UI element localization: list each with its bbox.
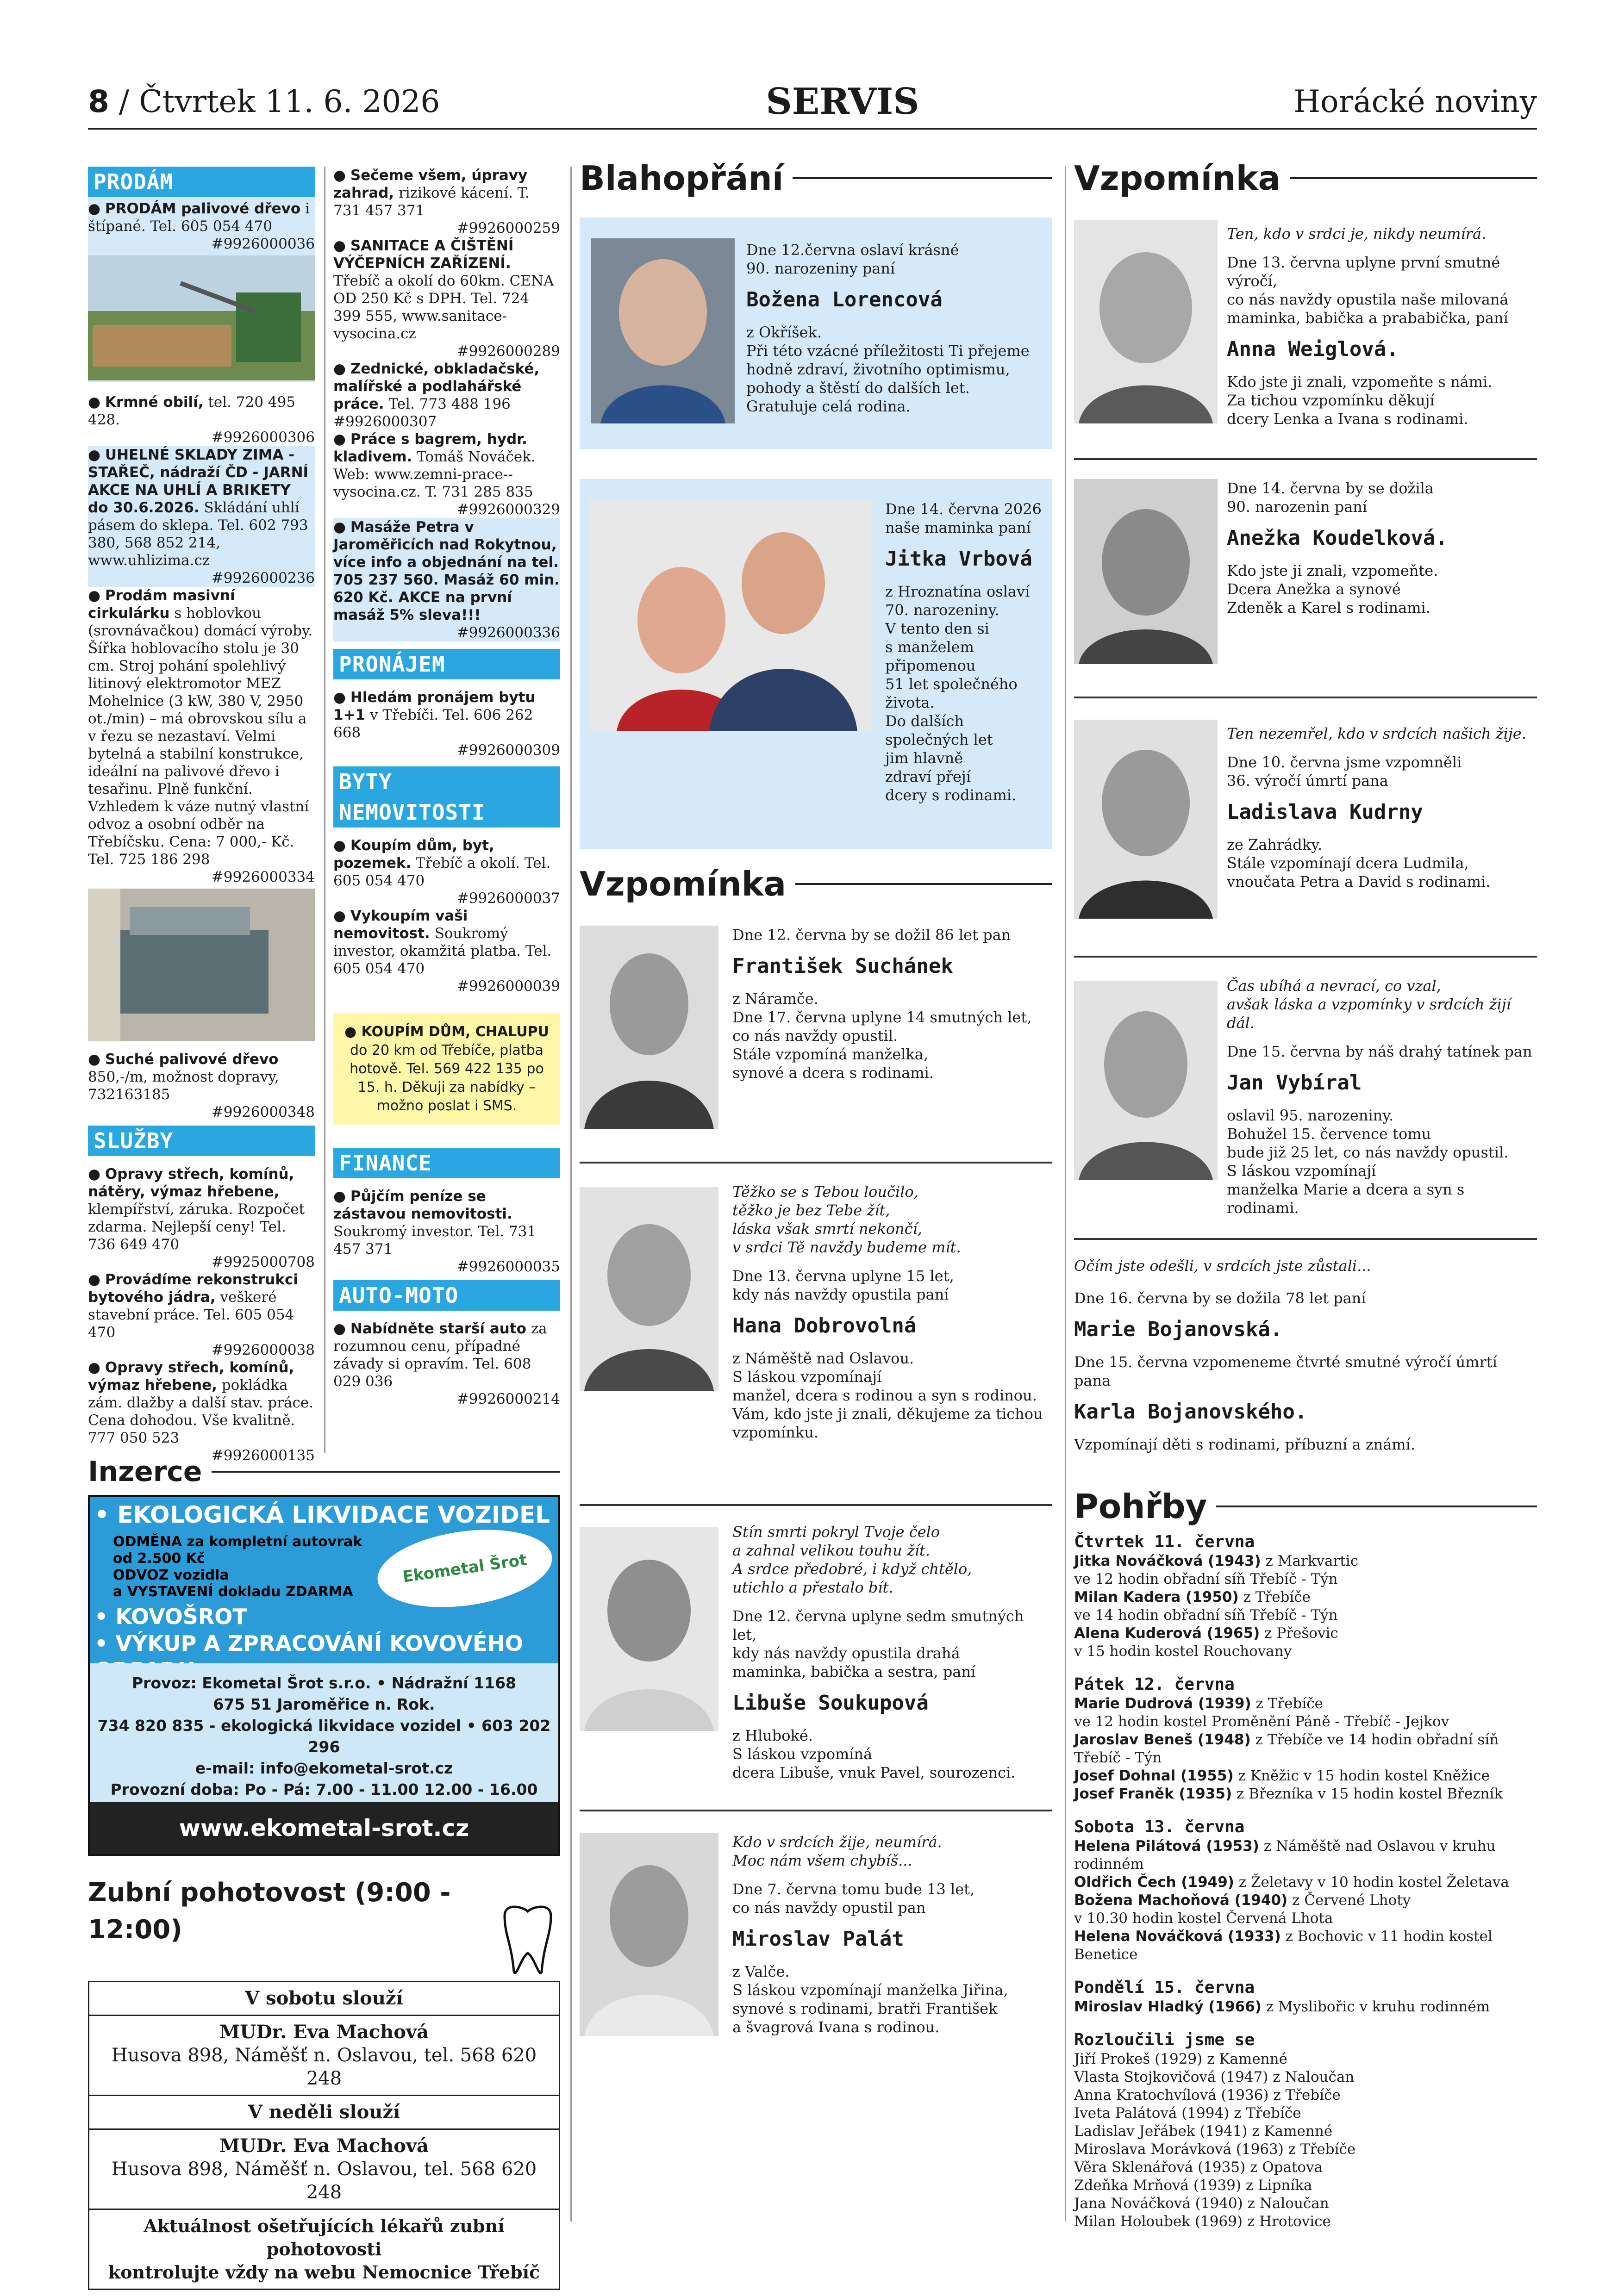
obit-name: Marie Bojanovská. bbox=[1074, 1318, 1283, 1341]
photo-weiglova bbox=[1074, 220, 1218, 423]
page-header bbox=[88, 79, 1537, 130]
ad-bagr: ● Práce s bagrem, hydr. kladivem. Tomáš Nováček. Web: www.zemni-prace--vysocina.cz. T. 731 285 835 #9926000329 bbox=[333, 431, 560, 518]
separator bbox=[1074, 956, 1537, 958]
ekometal-ad[interactable] bbox=[88, 1495, 560, 1856]
ad-services: • KOVOŠROT • VÝKUP A ZPRACOVÁNÍ KOVOVÉHO bbox=[94, 1604, 524, 1656]
obit-name: Anna Weiglová. bbox=[1227, 337, 1399, 361]
ad-rekonstrukce: ● Provádíme rekonstrukci bytového jádra, veškeré stavební práce. Tel. 605 054 470 #9926000038 bbox=[88, 1271, 315, 1358]
list-item: Anna Kratochvílová (1936) z Třebíče bbox=[1074, 2087, 1341, 2103]
zubni-sat: V sobotu slouží bbox=[89, 1982, 560, 2016]
zubni-sat-doc: MUDr. Eva Machová Husova 898, Náměšť n. Oslavou, tel. 568 620 248 bbox=[89, 2016, 560, 2096]
ad-opravy-strech-2: ● Opravy střech, komínů, výmaz hřebene, pokládka zám. dlažby a další stav. práce. Cena dohodou. Vše kvalitně. 777 050 523 #9926000135 bbox=[88, 1359, 315, 1464]
photo-koudelkova bbox=[1074, 479, 1218, 664]
obit-name: Anežka Koudelková. bbox=[1227, 526, 1448, 550]
separator bbox=[580, 1504, 1052, 1506]
ad-zednicke: ● Zednické, obkladačské, malířské a podlahářské práce. Tel. 773 488 196 #9926000307 bbox=[333, 361, 540, 430]
list-item: Vlasta Stojkovičová (1947) z Naloučan bbox=[1074, 2069, 1355, 2085]
ad-masaze: ● Masáže Petra v Jaroměřicích nad Rokytnou, více info a objednání na tel. 705 237 560. Masáž 60 min. 620 Kč. AKCE na první masáž 5% sleva!!! #9926000336 bbox=[333, 519, 560, 641]
list-item: Zdeňka Mrňová (1939) z Lipníka bbox=[1074, 2177, 1312, 2194]
section-sluzby: SLUŽBY bbox=[88, 1126, 315, 1156]
zubni-title: Zubní pohotovost (9:00 - 12:00) bbox=[88, 1878, 451, 1945]
classifieds-col-2 bbox=[333, 167, 560, 1408]
ad-pronajem-bytu: ● Hledám pronájem bytu 1+1 v Třebíči. Tel. 606 262 668 #9926000309 bbox=[333, 689, 560, 759]
pohrby-day: Pátek 12. června bbox=[1074, 1675, 1235, 1694]
section-finance: FINANCE bbox=[333, 1148, 560, 1178]
ad-koupim-dum: ● Koupím dům, byt, pozemek. Třebíč a okolí. Tel. 605 054 470 #9926000037 bbox=[333, 837, 560, 907]
section-prodam: PRODÁM bbox=[88, 167, 315, 197]
column-divider bbox=[324, 167, 325, 1453]
zubni-note: Aktuálnost ošetřujících lékařů zubní pohotovosti kontrolujte vždy na webu Nemocnice Třebíč bbox=[89, 2209, 560, 2290]
ad-palivove-drevo: ● PRODÁM palivové dřevo i štípané. Tel. 605 054 470 #9926000036 bbox=[88, 197, 315, 382]
pohrby-section: Pohřby Čtvrtek 11. června Jitka Nováčková (1943) z Markvartic ve 12 hodin obřadní síň Třebíč - Týn Milan Kadera (1950) z Třebíče ve 14 hodin obřadní síň Třebíč - Týn Alena Kuderová (1965) z Přešovic v 15 hodin kostel Rouchovany Pátek 12. června Marie Dudrová (1939) z Třebíče ve 12 hodin kostel Proměnění Páně - Třebíč - Jejkov Jaroslav Beneš (1948) z Třebíče ve 14 hodin obřadní síň Třebíč - Týn Josef Dohnal (1955) z Kněžic v 15 hodin kostel Kněžice Josef Franěk (1935) z Březníka v 15 hodin kostel Březník Sobota 13. června Helena Pilátová (1953) z Náměště nad Oslavou v kruhu rodinném Oldřich Čech (1949) z Želetavy v 10 hodin kostel Želetava Božena Machoňová (1940) z Červené Lhoty v 10.30 hodin kostel Červená Lhota Helena Nováčková (1933) z Bochovic v 11 hodin kostel Benetice Pondělí 15. června Miroslav Hladký (1966) z Myslibořic v kruhu rodinném Rozloučili jsme se Jiří Prokeš (1929) z Kamenné Vlasta Stojkovičová (1947) z Naloučan Anna Kratochvílová (1936) z Třebíče Iveta Palátová (1994) z Třebíče Ladislav Jeřábek (1941) z Kamenné Miroslava Morávková (1963) z Třebíče Věra Sklenářová (1935) z Opatova Zdeňka Mrňová (1939) z Lipníka Jana Nováčková (1940) z Naloučan Milan Holoubek (1969) z Hrotovice bbox=[1074, 1486, 1537, 2231]
list-item: Iveta Palátová (1994) z Třebíče bbox=[1074, 2105, 1301, 2122]
obit-name: Libuše Soukupová bbox=[732, 1691, 929, 1715]
zubni-table bbox=[88, 1981, 560, 2290]
greeting-lorencova: Dne 12.června oslaví krásné 90. narozeniny paní Božena Lorencová z Okříšek. Při této vzácné příležitosti Ti přejeme hodně zdraví, životního optimismu, pohody a štěstí do dalších let. Gratuluje celá rodina. bbox=[580, 218, 1052, 449]
ad-krmne-obili: ● Krmné obilí, tel. 720 495 428. #9926000306 bbox=[88, 394, 315, 446]
separator bbox=[1074, 1238, 1537, 1240]
photo-soukupova bbox=[580, 1527, 718, 1731]
list-item: Miroslava Morávková (1963) z Třebíče bbox=[1074, 2141, 1356, 2158]
greeting-name: Božena Lorencová bbox=[746, 288, 943, 311]
pohrby-day: Sobota 13. června bbox=[1074, 1817, 1245, 1836]
inzerce-section bbox=[88, 1453, 560, 1856]
photo-lorencova bbox=[591, 238, 735, 423]
vzpominka-right-title-wrap bbox=[1074, 157, 1537, 199]
ad-seceme: ● Sečeme všem, úpravy zahrad, rizikové kácení. T. 731 457 371 #9926000259 bbox=[333, 167, 560, 236]
obit-name: Miroslav Palát bbox=[732, 1927, 904, 1951]
blahoprani-section bbox=[580, 157, 1052, 199]
vzpominka-mid-title: Vzpomínka bbox=[580, 863, 1052, 905]
section-title: SERVIS bbox=[766, 81, 919, 123]
obit-name: Ladislava Kudrny bbox=[1227, 800, 1423, 824]
tooth-icon bbox=[495, 1902, 560, 1981]
ad-koupim-chalupu: ● KOUPÍM DŮM, CHALUPU do 20 km od Třebíče, platba hotově. Tel. 569 422 135 po 15. h. Děkuji za nabídky – možno poslat i SMS. bbox=[333, 1014, 560, 1125]
photo-palat bbox=[580, 1833, 718, 2036]
ad-contact: Provoz: Ekometal Šrot s.r.o. • Nádražní 1168 675 51 Jaroměřice n. Rok. 734 820 835 - ekologická likvidace vozidel • 603 202 296 e-mail: info@ekometal-srot.cz Provozní doba: Po - Pá: 7.00 - 11.00 12.00 - 16.00 bbox=[90, 1663, 558, 1802]
ad-line: • EKOLOGICKÁ LIKVIDACE VOZIDEL bbox=[94, 1501, 550, 1528]
pohrby-day: Čtvrtek 11. června bbox=[1074, 1532, 1255, 1551]
list-item: Jana Nováčková (1940) z Naloučan bbox=[1074, 2195, 1329, 2212]
photo-kudrna bbox=[1074, 720, 1218, 919]
wood-photo bbox=[88, 255, 315, 380]
obit-name: František Suchánek bbox=[732, 954, 953, 978]
obit-bojanovsti: Očím jste odešli, v srdcích jste zůstali... Dne 16. června by se dožila 78 let paní Marie Bojanovská. Dne 15. června vzpomeneme čtvrté smutné výročí úmrtí pana Karla Bojanovského. Vzpomínají děti s rodinami, příbuzní a známí. bbox=[1074, 1257, 1537, 1454]
column-divider bbox=[1065, 167, 1066, 2221]
ad-stare-auto: ● Nabídněte starší auto za rozumnou cenu, případné závady si opravím. Tel. 608 029 036 #9926000214 bbox=[333, 1320, 560, 1407]
ad-opravy-strech-1: ● Opravy střech, komínů, nátěry, výmaz hřebene, klempířství, záruka. Rozpočet zdarma. Nejlepší ceny! Tel. 736 649 470 #9925000708 bbox=[88, 1166, 315, 1270]
ad-uhelne-sklady: ● UHELNÉ SKLADY ZIMA - STAŘEČ, nádraží ČD - JARNÍ AKCE NA UHLÍ A BRIKETY do 30.6.2026. Skládání uhlí pásem do sklepa. Tel. 602 793 380, 568 852 214, www.uhlizima.cz #9926000236 bbox=[88, 447, 315, 586]
photo-dobrovolna bbox=[580, 1187, 718, 1391]
obit-name: Hana Dobrovolná bbox=[732, 1314, 917, 1338]
obit-name: Jan Vybíral bbox=[1227, 1071, 1362, 1095]
vzpominka-mid-title-wrap bbox=[580, 863, 1052, 905]
photo-suchanek bbox=[580, 926, 718, 1129]
zubni-sun-doc: MUDr. Eva Machová Husova 898, Náměšť n. Oslavou, tel. 568 620 248 bbox=[89, 2129, 560, 2209]
ekometal-logo: Ekometal Šrot bbox=[373, 1519, 557, 1617]
column-divider bbox=[570, 167, 572, 2221]
paper-name: Horácké noviny bbox=[1293, 84, 1537, 119]
obit-name: Karla Bojanovského. bbox=[1074, 1400, 1307, 1424]
pohrby-day: Pondělí 15. června bbox=[1074, 1978, 1255, 1997]
ad-offer: ODMĚNA za kompletní autovrak od 2.500 Kč ODVOZ vozidla a VYSTAVENÍ dokladu ZDARMA bbox=[113, 1534, 362, 1600]
zubni-pohotovost bbox=[88, 1874, 560, 2290]
pohrby-title: Pohřby bbox=[1074, 1486, 1537, 1527]
list-item: Jiří Prokeš (1929) z Kamenné bbox=[1074, 2051, 1287, 2067]
ad-cirkularka: ● Prodám masivní cirkulárku s hoblovkou (srovnávačkou) domácí výroby. Šířka hoblovacího stolu je 30 cm. Stroj pohání spolehlivý litinový elektromotor MEZ Mohelnice (3 kW, 380 V, 2950 ot./min) – má obrovskou sílu a v řezu se nezastaví. Velmi bytelná a stabilní konstrukce, ideální na palivové dřevo i tesařinu. Plně funkční. Vzhledem k váze nutný vlastní odvoz a osobní odběr na Třebíčsku. Cena: 7 000,- Kč. Tel. 725 186 298 #9926000334 bbox=[88, 587, 315, 885]
photo-vybiral bbox=[1074, 981, 1218, 1180]
vzpominka-right-title: Vzpomínka bbox=[1074, 157, 1537, 199]
zubni-sun: V neděli slouží bbox=[89, 2096, 560, 2129]
classifieds-col-1 bbox=[88, 167, 315, 1464]
section-pronajem: PRONÁJEM bbox=[333, 649, 560, 679]
pohrby-day: Rozloučili jsme se bbox=[1074, 2030, 1255, 2049]
section-auto-moto: AUTO-MOTO bbox=[333, 1280, 560, 1311]
blahoprani-title: Blahopřání bbox=[580, 157, 1052, 199]
section-byty-nemovitosti: BYTY NEMOVITOSTI bbox=[333, 766, 560, 828]
page-number-date: 8 / Čtvrtek 11. 6. 2026 bbox=[88, 84, 440, 119]
separator bbox=[580, 1810, 1052, 1811]
list-item: Milan Holoubek (1969) z Hrotovice bbox=[1074, 2213, 1331, 2230]
greeting-name: Jitka Vrbová bbox=[885, 547, 1032, 571]
ad-pujcim: ● Půjčím peníze se zástavou nemovitosti. Soukromý investor. Tel. 731 457 371 #9926000035 bbox=[333, 1188, 560, 1275]
ad-suche-drevo: ● Suché palivové dřevo 850,-/m, možnost dopravy, 732163185 #9926000348 bbox=[88, 1051, 315, 1120]
list-item: Ladislav Jeřábek (1941) z Kamenné bbox=[1074, 2123, 1333, 2140]
obit-suchanek: Dne 12. června by se dožil 86 let pan František Suchánek z Náramče. Dne 17. června uplyne 14 smutných let, co nás navždy opustil. Stále vzpomíná manželka, synové a dcera s rodinami. bbox=[580, 926, 1052, 1171]
separator bbox=[1074, 458, 1537, 460]
ad-website[interactable]: www.ekometal-srot.cz bbox=[90, 1802, 558, 1854]
ad-vykoupim: ● Vykoupím vaši nemovitost. Soukromý investor, okamžitá platba. Tel. 605 054 470 #9926000039 bbox=[333, 908, 560, 995]
greeting-vrbova: Dne 14. června 2026 naše maminka paní Jitka Vrbová z Hroznatína oslaví 70. narozeniny. V tento den si s manželem připomenou 51 let společného života. Do dalších společných let jim hlavně zdraví přejí dcery s rodinami. bbox=[580, 479, 1052, 849]
saw-photo bbox=[88, 889, 315, 1041]
photo-vrbova bbox=[589, 500, 871, 731]
separator bbox=[580, 1162, 1052, 1164]
list-item: Věra Sklenářová (1935) z Opatova bbox=[1074, 2159, 1323, 2176]
inzerce-title: Inzerce bbox=[88, 1453, 560, 1490]
ad-sanitace: ● SANITACE A ČIŠTĚNÍ VÝČEPNÍCH ZAŘÍZENÍ. Třebíč a okolí do 60km. CENA OD 250 Kč s DPH. Tel. 724 399 555, www.sanitace-vysocina.cz #9926000289 bbox=[333, 237, 560, 360]
separator bbox=[1074, 697, 1537, 698]
